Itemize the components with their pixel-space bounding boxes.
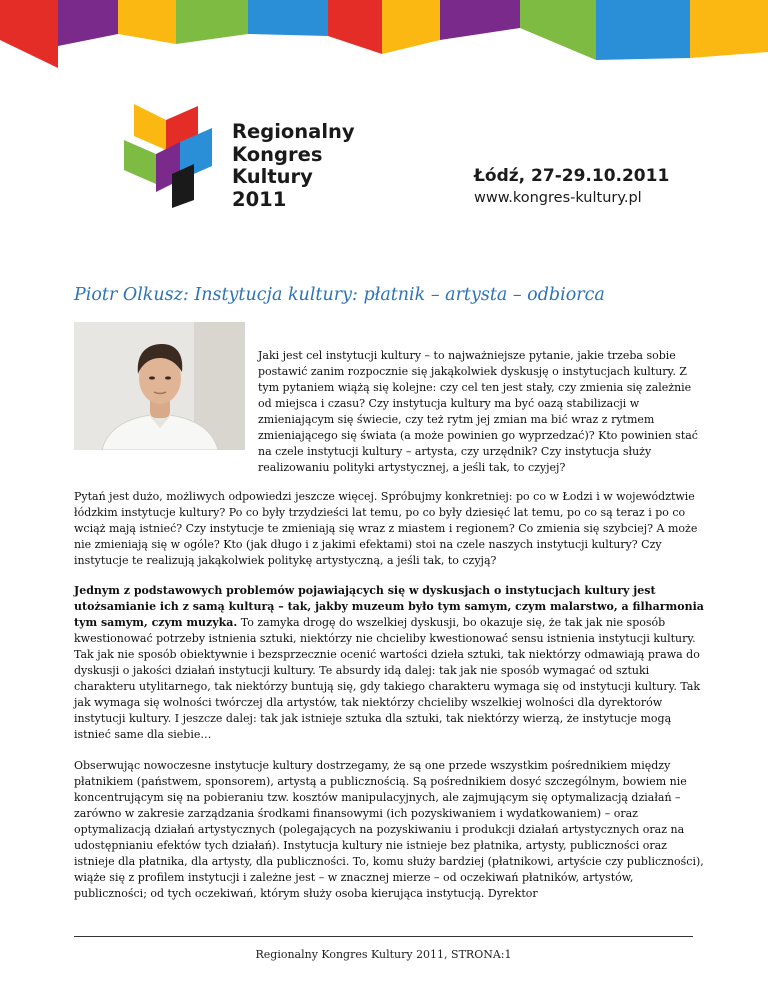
paragraph-1: Pytań jest dużo, możliwych odpowiedzi jeszcze więcej. Spróbujmy konkretniej: po co w Łodzi i w województwie łódzkim instytucje kultury? Po co były trzydzieści lat temu, po co były dziesięć lat temu, po co są teraz i po co wciąż mają istnieć? Czy instytucje te zmieniają się wraz z miastem i regionem? Co zmienia się szybciej? A może nie zmieniają się w ogóle? Kto (jak długo i z jakimi efektami) stoi na czele naszych instytucji kultury? Czy instytucje te realizują jakąkolwiek politykę artystyczną, a jeśli tak, to czyją? xyxy=(74,490,698,567)
header-banner xyxy=(0,0,768,90)
logo-line-3: Kultury xyxy=(232,165,313,188)
logo-wordmark xyxy=(232,121,355,211)
logo-line-2: Kongres xyxy=(232,142,323,166)
photo-eye-right xyxy=(165,376,171,379)
banner-shape-red-mid xyxy=(328,0,382,54)
event-date: Łódź, 27-29.10.2011 xyxy=(474,166,670,186)
banner-shape-red-left xyxy=(0,0,58,68)
author-photo xyxy=(74,322,245,450)
logo-mark-green xyxy=(124,140,156,184)
banner-shape-green-b xyxy=(520,0,596,60)
paragraph-2-body: To zamyka drogę do wszelkiej dyskusji, bo okazuje się, że tak jak nie sposób kwestionować potrzeby istnienia sztuki, niektórzy nie chcieliby kwestionować sensu istnienia instytucji kultury. Tak jak nie sposób obiektywnie i bezsprzecznie ocenić wartości dzieła sztuki, tak niektórzy odmawiają prawa do dyskusji o jakości działań instytucji kultury. Te absurdy idą dalej: tak jak nie sposób wymagać od sztuki charakteru utylitarnego, tak niektórzy buntują się, gdy takiego charakteru wymaga się od instytucji kultury. Tak jak wymaga się wolności twórczej dla artystów, tak niektórzy chcieliby wszelkiej wolności dla dyrektorów instytucji kultury. I jeszcze dalej: tak jak istnieje sztuka dla sztuki, tak niektórzy wierzą, że instytucje mogą istnieć same dla siebie… xyxy=(74,616,701,741)
page-footer: Regionalny Kongres Kultury 2011, STRONA:1 xyxy=(255,948,512,961)
logo-mark-yellow xyxy=(134,104,166,150)
paragraph-2-bold-lead: Jednym z podstawowych problemów pojawiających się w dyskusjach o instytucjach kultury jest utożsamianie ich z samą kulturą – tak, jakby muzeum było tym samym, czym malarstwo, a filharmonia tym samym, czym muzyka. xyxy=(74,584,704,629)
banner-shape-blue-b xyxy=(596,0,690,60)
banner-shape-yellow-mid xyxy=(382,0,440,54)
banner-shape-purple-b xyxy=(440,0,520,40)
banner-shape-yellow-right xyxy=(690,0,768,58)
article-title: Piotr Olkusz: Instytucja kultury: płatnik – artysta – odbiorca xyxy=(74,285,605,305)
logo-line-1: Regionalny xyxy=(232,120,355,143)
footer-divider xyxy=(74,936,693,937)
event-url: www.kongres-kultury.pl xyxy=(474,190,642,206)
banner-shape-green-a xyxy=(176,0,248,44)
photo-eye-left xyxy=(149,376,155,379)
banner-shape-blue-a xyxy=(248,0,328,36)
paragraph-3: Obserwując nowoczesne instytucje kultury dostrzegamy, że są one przede wszystkim pośrednikiem między płatnikiem (państwem, sponsorem), artystą a publicznością. Są pośrednikiem dosyć szczególnym, bowiem nie koncentrującym się na pobieraniu tzw. kosztów manipulacyjnych, ale zajmującym się optymalizacją działań – zarówno w zakresie zarządzania środkami finansowymi (ich pozyskiwaniem i wydatkowaniem) – oraz optymalizacją działań artystycznych (polegających na pozyskiwaniu i produkcji działań artystycznych oraz na udostępnianiu efektów tych działań). Instytucja kultury nie istnieje bez płatnika, artysty, publiczności oraz istnieje dla płatnika, dla artysty, dla publiczności. To, komu służy bardziej (płatnikowi, artyście czy publiczności), wiąże się z profilem instytucji i zależne jest – w znacznej mierze – od oczekiwań płatników, artystów, publiczności; od tych oczekiwań, którym służy osoba kierująca instytucją. Dyrektor xyxy=(74,759,704,900)
congress-logo-mark xyxy=(122,100,222,210)
banner-shape-yellow-a xyxy=(118,0,176,44)
banner-shape-purple-a xyxy=(58,0,118,46)
intro-paragraph: Jaki jest cel instytucji kultury – to najważniejsze pytanie, jakie trzeba sobie postawić zanim rozpocznie się jakąkolwiek dyskusję o instytucjach kultury. Z tym pytaniem wiążą się kolejne: czy cel ten jest stały, czy zmienia się zależnie od miejsca i czasu? Czy instytucja kultury ma być oazą stabilizacji w zmieniającym się świecie, czy też rytm jej zmian ma bić wraz z rytmem zmieniającego się świata (a może powinien go wyprzedzać)? Kto powinien stać na czele instytucji kultury – artysta, czy urzędnik? Czy instytucja służy realizowaniu polityki artystycznej, a jeśli tak, to czyjej? xyxy=(258,349,698,474)
logo-line-4: 2011 xyxy=(232,187,287,211)
paragraph-2 xyxy=(74,583,704,743)
